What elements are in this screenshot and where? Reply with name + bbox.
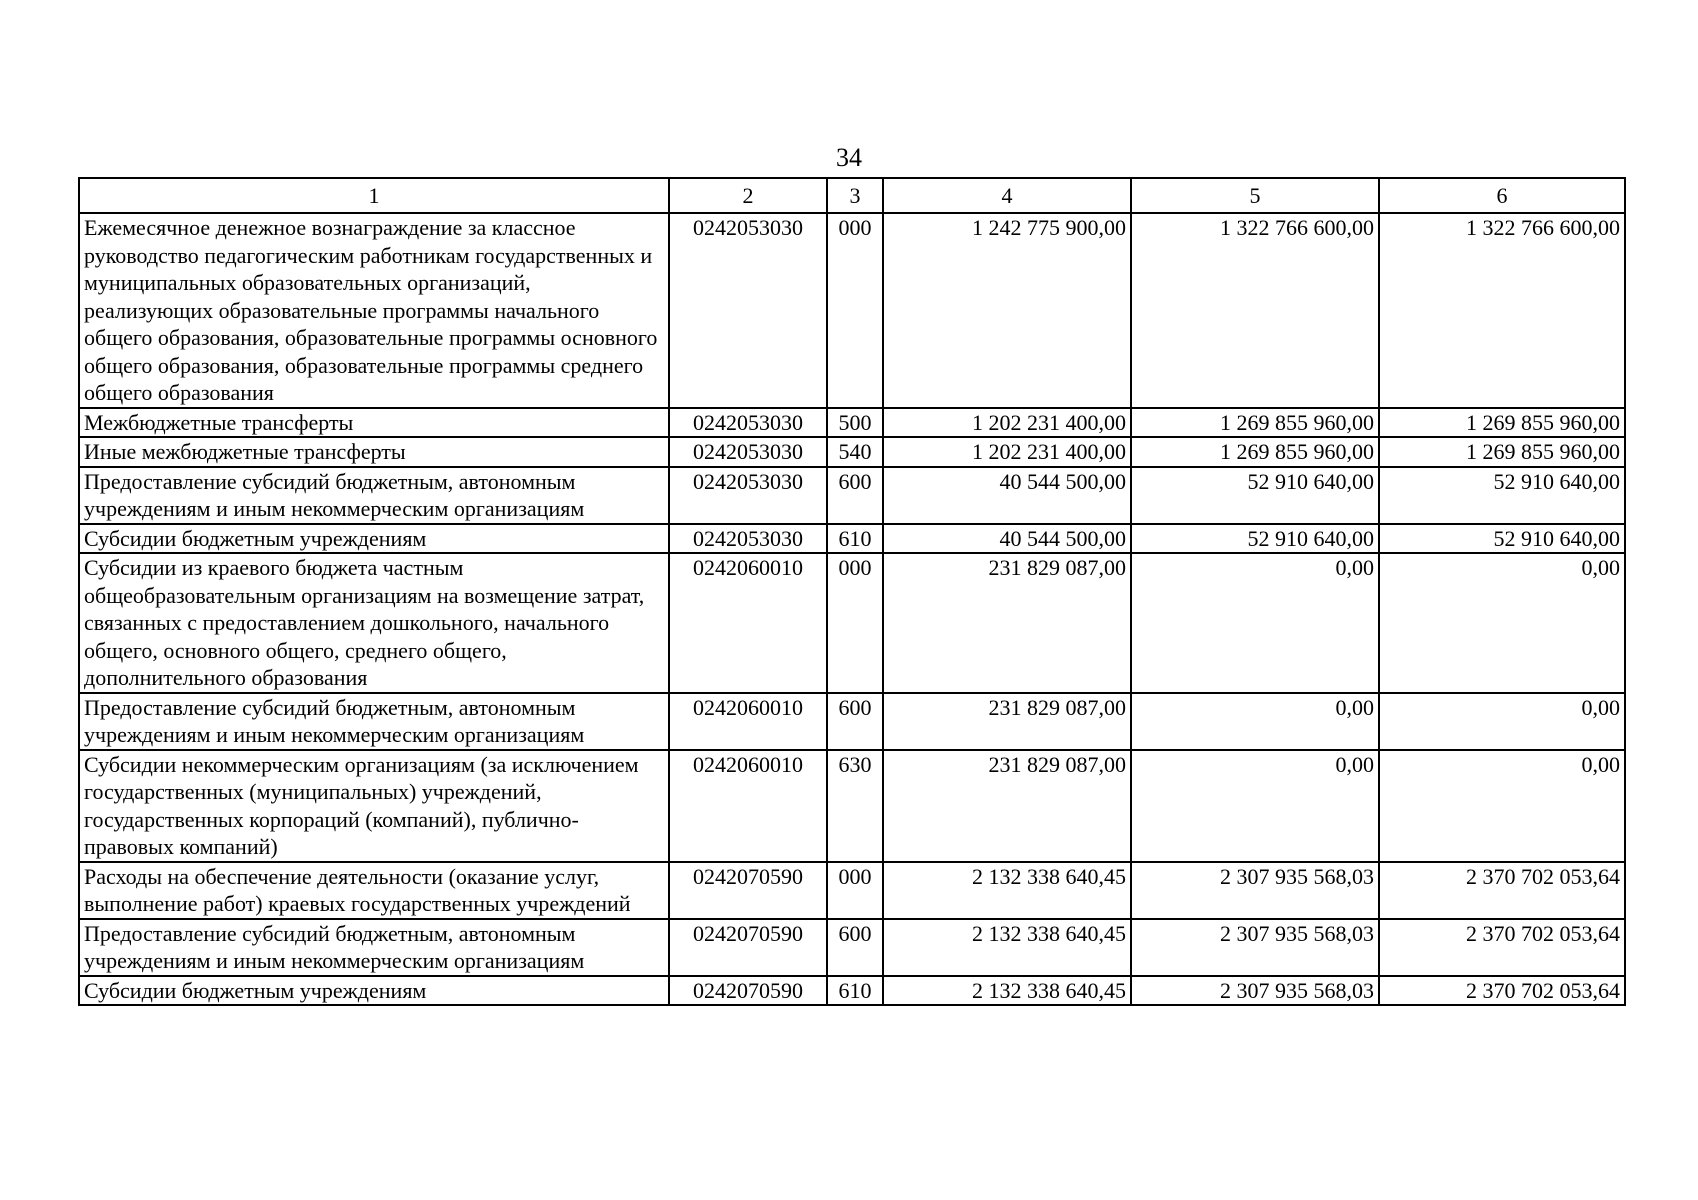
row-amount-col5: 1 269 855 960,00	[1131, 408, 1379, 438]
row-amount-col6: 52 910 640,00	[1379, 524, 1625, 554]
row-amount-col6: 0,00	[1379, 693, 1625, 750]
table-row	[79, 750, 1625, 862]
row-target-article: 0242060010	[669, 750, 827, 862]
row-target-article: 0242053030	[669, 408, 827, 438]
row-amount-col4: 231 829 087,00	[883, 750, 1131, 862]
row-name: Субсидии некоммерческим организациям (за исключением государственных (муниципальных) учреждений, государственных корпораций (компаний), публично-правовых компаний)	[79, 750, 669, 862]
row-expense-type: 600	[827, 693, 883, 750]
row-target-article: 0242060010	[669, 553, 827, 693]
header-row	[79, 178, 1625, 213]
row-amount-col5: 2 307 935 568,03	[1131, 976, 1379, 1006]
row-amount-col5: 1 269 855 960,00	[1131, 437, 1379, 467]
row-target-article: 0242053030	[669, 467, 827, 524]
row-target-article: 0242053030	[669, 213, 827, 408]
row-name: Предоставление субсидий бюджетным, автономным учреждениям и иным некоммерческим организациям	[79, 693, 669, 750]
row-name: Субсидии бюджетным учреждениям	[79, 524, 669, 554]
row-expense-type: 000	[827, 862, 883, 919]
row-name: Субсидии бюджетным учреждениям	[79, 976, 669, 1006]
table-row	[79, 524, 1625, 554]
row-amount-col6: 0,00	[1379, 553, 1625, 693]
page-number: 34	[836, 143, 862, 172]
table-row	[79, 919, 1625, 976]
row-expense-type: 540	[827, 437, 883, 467]
row-name: Расходы на обеспечение деятельности (оказание услуг, выполнение работ) краевых государственных учреждений	[79, 862, 669, 919]
row-amount-col4: 2 132 338 640,45	[883, 976, 1131, 1006]
table-row	[79, 976, 1625, 1006]
table-row	[79, 553, 1625, 693]
row-amount-col4: 2 132 338 640,45	[883, 919, 1131, 976]
table-row	[79, 437, 1625, 467]
row-target-article: 0242070590	[669, 919, 827, 976]
header-col-1: 1	[79, 178, 669, 213]
table-row	[79, 408, 1625, 438]
row-expense-type: 610	[827, 976, 883, 1006]
row-expense-type: 000	[827, 553, 883, 693]
table-row	[79, 693, 1625, 750]
row-name: Межбюджетные трансферты	[79, 408, 669, 438]
row-amount-col4: 231 829 087,00	[883, 693, 1131, 750]
row-name: Иные межбюджетные трансферты	[79, 437, 669, 467]
row-target-article: 0242053030	[669, 437, 827, 467]
row-name: Предоставление субсидий бюджетным, автономным учреждениям и иным некоммерческим организациям	[79, 919, 669, 976]
table-row	[79, 862, 1625, 919]
table-row	[79, 213, 1625, 408]
table-header	[79, 178, 1625, 213]
row-amount-col5: 0,00	[1131, 553, 1379, 693]
row-amount-col6: 0,00	[1379, 750, 1625, 862]
header-col-6: 6	[1379, 178, 1625, 213]
row-amount-col4: 2 132 338 640,45	[883, 862, 1131, 919]
row-amount-col6: 1 269 855 960,00	[1379, 437, 1625, 467]
budget-table	[78, 177, 1626, 1006]
table-body	[79, 213, 1625, 1005]
row-amount-col6: 2 370 702 053,64	[1379, 862, 1625, 919]
row-expense-type: 600	[827, 919, 883, 976]
row-amount-col5: 52 910 640,00	[1131, 524, 1379, 554]
row-amount-col5: 0,00	[1131, 750, 1379, 862]
row-amount-col5: 52 910 640,00	[1131, 467, 1379, 524]
row-expense-type: 610	[827, 524, 883, 554]
row-name: Ежемесячное денежное вознаграждение за классное руководство педагогическим работникам государственных и муниципальных образовательных организаций, реализующих образовательные программы начального общего образования, образовательные программы основного общего образования, образовательные программы среднего общего образования	[79, 213, 669, 408]
table-row	[79, 467, 1625, 524]
row-expense-type: 000	[827, 213, 883, 408]
row-amount-col5: 2 307 935 568,03	[1131, 919, 1379, 976]
row-amount-col6: 1 322 766 600,00	[1379, 213, 1625, 408]
row-amount-col4: 40 544 500,00	[883, 524, 1131, 554]
row-amount-col6: 2 370 702 053,64	[1379, 919, 1625, 976]
row-amount-col5: 2 307 935 568,03	[1131, 862, 1379, 919]
row-target-article: 0242060010	[669, 693, 827, 750]
row-target-article: 0242053030	[669, 524, 827, 554]
row-amount-col4: 1 242 775 900,00	[883, 213, 1131, 408]
row-amount-col4: 1 202 231 400,00	[883, 408, 1131, 438]
row-expense-type: 500	[827, 408, 883, 438]
row-amount-col4: 40 544 500,00	[883, 467, 1131, 524]
row-expense-type: 600	[827, 467, 883, 524]
header-col-5: 5	[1131, 178, 1379, 213]
row-amount-col6: 2 370 702 053,64	[1379, 976, 1625, 1006]
row-target-article: 0242070590	[669, 976, 827, 1006]
header-col-2: 2	[669, 178, 827, 213]
row-amount-col4: 1 202 231 400,00	[883, 437, 1131, 467]
row-target-article: 0242070590	[669, 862, 827, 919]
row-amount-col6: 52 910 640,00	[1379, 467, 1625, 524]
header-col-4: 4	[883, 178, 1131, 213]
row-name: Субсидии из краевого бюджета частным общеобразовательным организациям на возмещение затрат, связанных с предоставлением дошкольного, начального общего, основного общего, среднего общего, дополнительного образования	[79, 553, 669, 693]
row-amount-col4: 231 829 087,00	[883, 553, 1131, 693]
row-amount-col5: 0,00	[1131, 693, 1379, 750]
row-amount-col6: 1 269 855 960,00	[1379, 408, 1625, 438]
row-name: Предоставление субсидий бюджетным, автономным учреждениям и иным некоммерческим организациям	[79, 467, 669, 524]
header-col-3: 3	[827, 178, 883, 213]
row-expense-type: 630	[827, 750, 883, 862]
row-amount-col5: 1 322 766 600,00	[1131, 213, 1379, 408]
